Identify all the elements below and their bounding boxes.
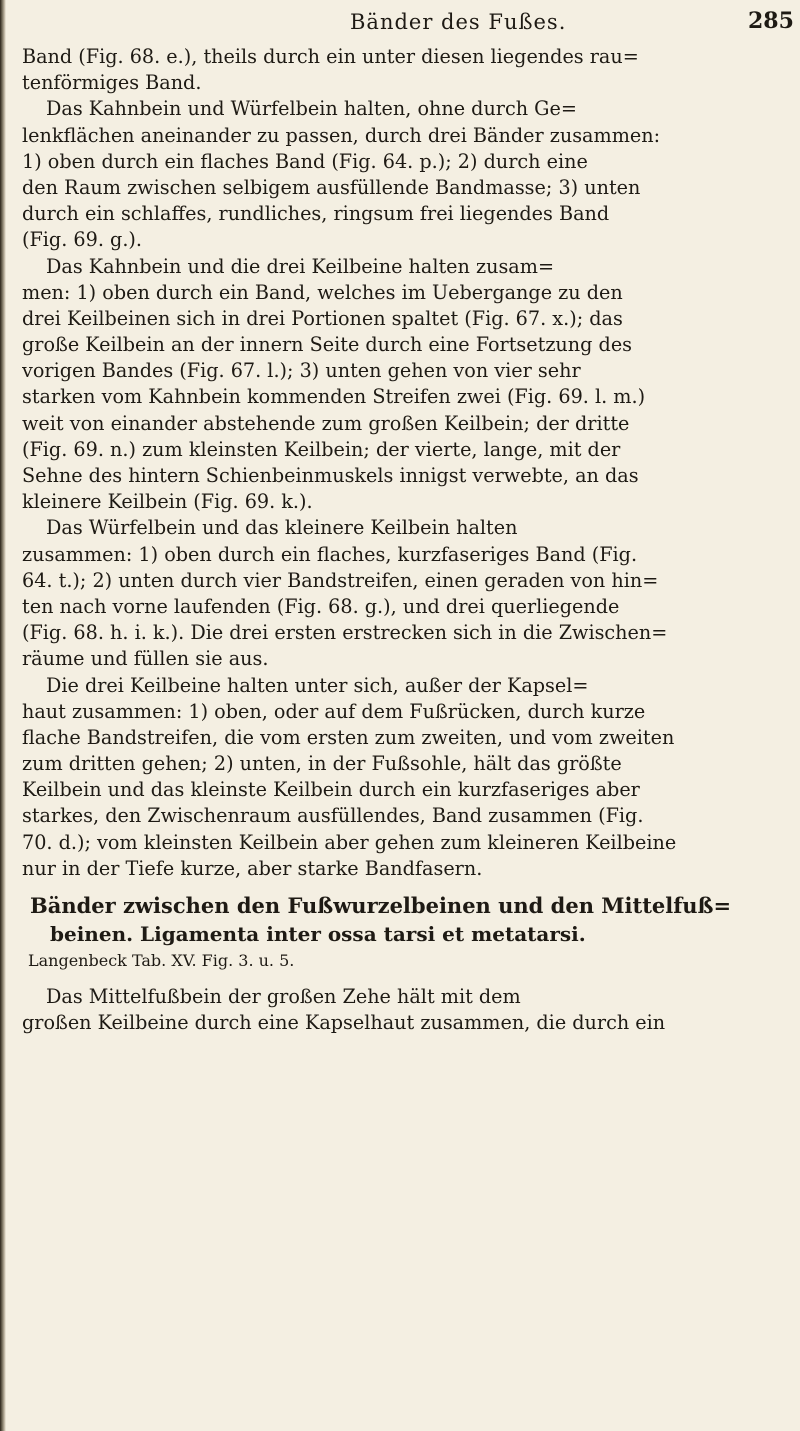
section-heading-latin: beinen. Ligamenta inter ossa tarsi et metatarsi. [50, 922, 586, 946]
text-line: 64. t.); 2) unten durch vier Bandstreifen, einen geraden von hin= [22, 568, 659, 592]
text-line: (Fig. 69. n.) zum kleinsten Keilbein; der vierte, lange, mit der [22, 437, 621, 461]
text-line: zum dritten gehen; 2) unten, in der Fußsohle, hält das größte [22, 752, 622, 776]
text-line: weit von einander abstehende zum großen Keilbein; der dritte [22, 411, 630, 435]
text-line: haut zusammen: 1) oben, oder auf dem Fußrücken, durch kurze [22, 699, 646, 723]
text-line: starken vom Kahnbein kommenden Streifen zwei (Fig. 69. l. m.) [22, 385, 646, 409]
text-line: starkes, den Zwischenraum ausfüllendes, Band zusammen (Fig. [22, 804, 644, 828]
text-line: räume und füllen sie aus. [22, 647, 269, 671]
spacer [22, 974, 792, 984]
text-line: (Fig. 69. g.). [22, 228, 142, 252]
text-line: vorigen Bandes (Fig. 67. l.); 3) unten gehen von vier sehr [22, 359, 581, 383]
text-line: großen Keilbeine durch eine Kapselhaut zusammen, die durch ein [22, 1011, 666, 1035]
text-line: Das Kahnbein und die drei Keilbeine halten zusam= [46, 254, 555, 278]
atlas-reference: Langenbeck Tab. XV. Fig. 3. u. 5. [28, 951, 295, 970]
text-line: lenkflächen aneinander zu passen, durch drei Bänder zusammen: [22, 123, 661, 147]
text-line: (Fig. 68. h. i. k.). Die drei ersten erstrecken sich in die Zwischen= [22, 621, 668, 645]
text-line: Band (Fig. 68. e.), theils durch ein unter diesen liegendes rau= [22, 45, 639, 68]
text-line: kleinere Keilbein (Fig. 69. k.). [22, 490, 313, 514]
section-heading: Bänder zwischen den Fußwurzelbeinen und den Mittelfuß= [30, 893, 732, 918]
text-line: 1) oben durch ein flaches Band (Fig. 64. p.); 2) durch eine [22, 149, 588, 173]
text-line: große Keilbein an der innern Seite durch eine Fortsetzung des [22, 333, 633, 357]
text-line: Das Würfelbein und das kleinere Keilbein halten [46, 516, 518, 540]
text-line: 70. d.); vom kleinsten Keilbein aber gehen zum kleineren Keilbeine [22, 830, 677, 854]
text-line: ten nach vorne laufenden (Fig. 68. g.), und drei querliegende [22, 594, 620, 618]
spacer [22, 882, 792, 892]
text-line: durch ein schlaffes, rundliches, ringsum frei liegendes Band [22, 202, 610, 226]
text-line: zusammen: 1) oben durch ein flaches, kurzfaseriges Band (Fig. [22, 542, 638, 566]
text-line: nur in der Tiefe kurze, aber starke Bandfasern. [22, 856, 483, 880]
page-edge-shadow [0, 0, 6, 1431]
text-line: tenförmiges Band. [22, 71, 202, 95]
text-line: flache Bandstreifen, die vom ersten zum zweiten, und vom zweiten [22, 725, 675, 749]
text-line: men: 1) oben durch ein Band, welches im Uebergange zu den [22, 280, 623, 304]
page-header [0, 6, 800, 42]
text-line: Das Kahnbein und Würfelbein halten, ohne durch Ge= [46, 97, 577, 121]
text-line: Das Mittelfußbein der großen Zehe hält mit dem [46, 985, 521, 1008]
text-line: drei Keilbeinen sich in drei Portionen spaltet (Fig. 67. x.); das [22, 306, 623, 330]
running-title: Bänder des Fußes. [350, 10, 567, 34]
text-line: Sehne des hintern Schienbeinmuskels innigst verwebte, an das [22, 464, 639, 487]
page-number: 285 [748, 8, 794, 34]
body-text [22, 44, 792, 1036]
text-line: den Raum zwischen selbigem ausfüllende Bandmasse; 3) unten [22, 175, 641, 199]
text-line: Die drei Keilbeine halten unter sich, außer der Kapsel= [46, 673, 589, 697]
text-line: Keilbein und das kleinste Keilbein durch ein kurzfaseriges aber [22, 778, 640, 802]
